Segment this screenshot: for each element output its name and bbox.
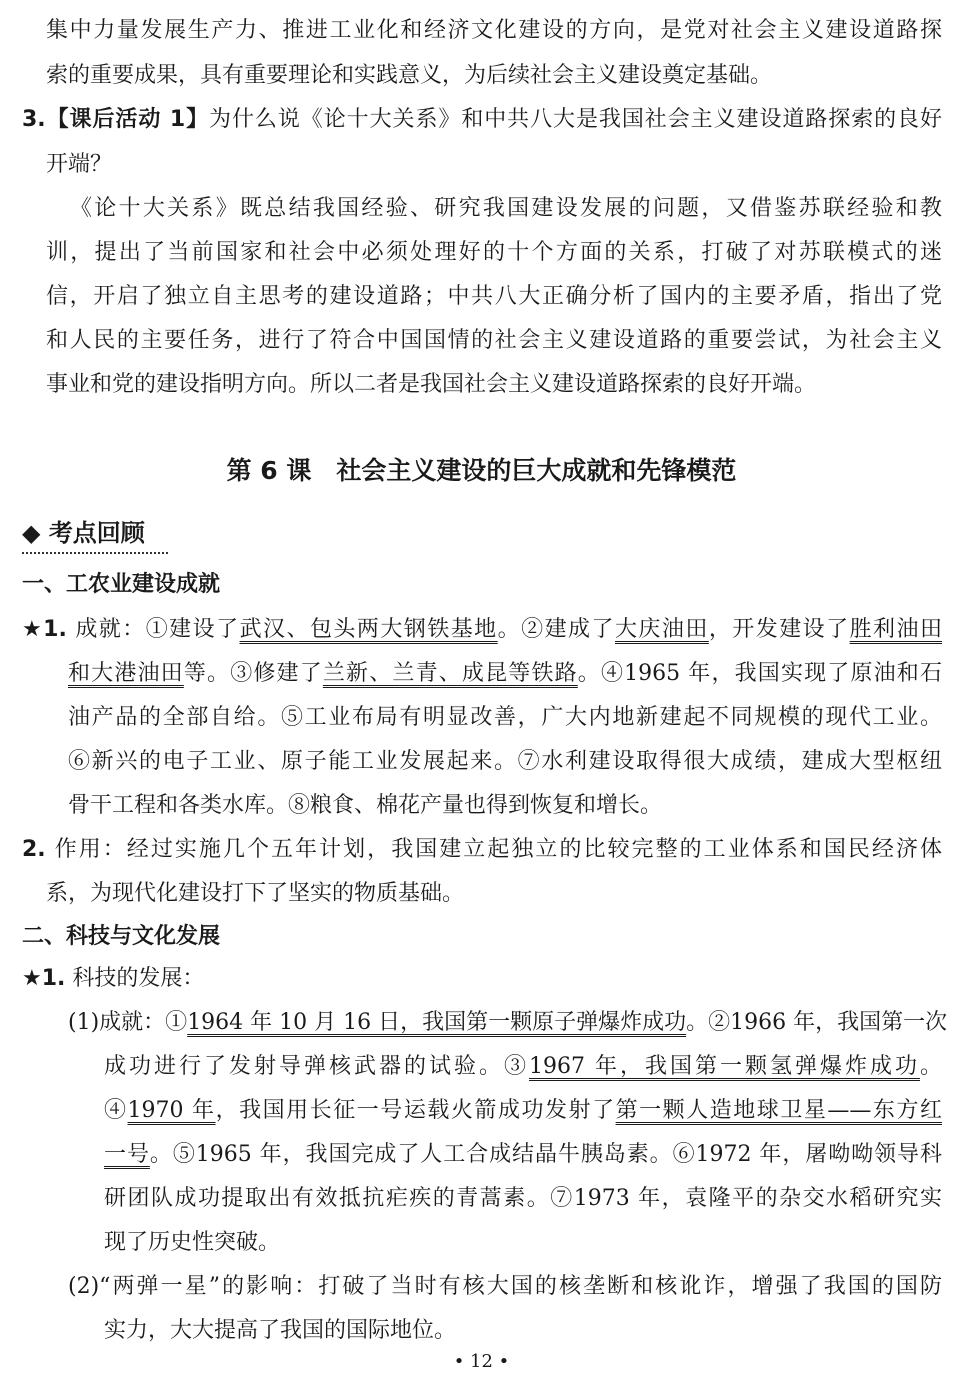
question-number: 3. bbox=[22, 107, 46, 132]
text-run: 等。③修建了 bbox=[183, 661, 323, 686]
item-marker: ★1. bbox=[22, 966, 66, 991]
question-3 bbox=[22, 105, 942, 135]
text-run: ，开发建设了 bbox=[708, 617, 850, 642]
sub-item-line: 现了历史性突破。 bbox=[104, 1230, 281, 1255]
item-line bbox=[22, 835, 942, 865]
text-run: 成就：① bbox=[99, 1010, 188, 1035]
item-line: 油产品的全部自给。⑤工业布局有明显改善，广大内地新建起不同规模的现代工业。 bbox=[68, 705, 942, 730]
item-line bbox=[22, 615, 942, 645]
answer-line: 训，提出了当前国家和社会中必须处理好的十个方面的关系，打破了对苏联模式的迷 bbox=[46, 240, 942, 265]
section-heading: 一、工农业建设成就 bbox=[22, 572, 221, 597]
text-run: ④ bbox=[104, 1098, 128, 1123]
paragraph-line: 索的重要成果，具有重要理论和实践意义，为后续社会主义建设奠定基础。 bbox=[46, 63, 773, 88]
text-run: “两弹一星”的影响：打破了当时有核大国的核垄断和核讹诈，增强了我国的国防 bbox=[99, 1274, 942, 1299]
text-run: 。②建成了 bbox=[497, 617, 615, 642]
key-point: 1964 年 10 月 16 日，我国第一颗原子弹爆炸成功 bbox=[187, 1010, 687, 1035]
key-point: 第一颗人造地球卫星——东方红 bbox=[615, 1098, 942, 1123]
text-run: ，我国用长征一号运载火箭成功发射了 bbox=[215, 1098, 616, 1123]
item-line bbox=[68, 659, 942, 689]
item-marker: 2. bbox=[22, 837, 46, 862]
answer-line: 事业和党的建设指明方向。所以二者是我国社会主义建设道路探索的良好开端。 bbox=[46, 372, 817, 397]
page-number: • 12 • bbox=[453, 1351, 510, 1372]
key-point: 1970 年 bbox=[127, 1098, 216, 1123]
question-text: 为什么说《论十大关系》和中共八大是我国社会主义建设道路探索的良好 bbox=[209, 107, 942, 132]
key-point: 大庆油田 bbox=[614, 617, 709, 642]
review-heading: ◆ 考点回顾 bbox=[22, 519, 145, 547]
item-line: 系，为现代化建设打下了坚实的物质基础。 bbox=[46, 881, 465, 906]
sub-item-line bbox=[68, 1008, 948, 1038]
text-run: 。④1965 年，我国实现了原油和石 bbox=[577, 661, 942, 686]
item-line bbox=[22, 964, 204, 994]
sub-item-marker: (2) bbox=[68, 1274, 100, 1299]
text-run: 科技的发展： bbox=[72, 966, 205, 991]
text-run: 。 bbox=[919, 1054, 942, 1079]
item-marker: ★1. bbox=[22, 617, 67, 642]
key-point: 和大港油田 bbox=[68, 661, 184, 686]
lesson-title: 第 6 课 社会主义建设的巨大成就和先锋模范 bbox=[226, 456, 737, 485]
sub-item-line bbox=[104, 1140, 942, 1170]
answer-line: 信，开启了独立自主思考的建设道路；中共八大正确分析了国内的主要矛盾，指出了党 bbox=[46, 284, 942, 309]
activity-tag: 【课后活动 1】 bbox=[45, 107, 210, 132]
key-point: 兰新、兰青、成昆等铁路 bbox=[322, 661, 578, 686]
text-run: 成就：①建设了 bbox=[75, 617, 240, 642]
section-heading: 二、科技与文化发展 bbox=[22, 924, 221, 949]
sub-item-marker: (1) bbox=[68, 1010, 100, 1035]
key-point: 武汉、包头两大钢铁基地 bbox=[239, 617, 498, 642]
key-point: 一号 bbox=[104, 1142, 150, 1167]
answer-line: 和人民的主要任务，进行了符合中国国情的社会主义建设道路的重要尝试，为社会主义 bbox=[46, 328, 942, 353]
question-text: 开端？ bbox=[46, 152, 113, 177]
paragraph-line: 集中力量发展生产力、推进工业化和经济文化建设的方向，是党对社会主义建设道路探 bbox=[46, 18, 942, 43]
text-run: 。②1966 年，我国第一次 bbox=[686, 1010, 948, 1035]
key-point: 1967 年，我国第一颗氢弹爆炸成功 bbox=[529, 1054, 920, 1079]
answer-line: 《论十大关系》既总结我国经验、研究我国建设发展的问题，又借鉴苏联经验和教 bbox=[70, 196, 942, 221]
key-point: 胜利油田 bbox=[849, 617, 942, 642]
text-run: 。⑤1965 年，我国完成了人工合成结晶牛胰岛素。⑥1972 年，屠呦呦领导科 bbox=[149, 1142, 942, 1167]
sub-item-line: 实力，大大提高了我国的国际地位。 bbox=[104, 1318, 457, 1343]
sub-item-line: 研团队成功提取出有效抵抗疟疾的青蒿素。⑦1973 年，袁隆平的杂交水稻研究实 bbox=[104, 1186, 942, 1211]
text-run: 成功进行了发射导弹核武器的试验。③ bbox=[104, 1054, 529, 1079]
item-line: 骨干工程和各类水库。⑧粮食、棉花产量也得到恢复和增长。 bbox=[68, 793, 663, 818]
item-line: ⑥新兴的电子工业、原子能工业发展起来。⑦水利建设取得很大成绩，建成大型枢纽 bbox=[68, 749, 942, 774]
heading-underline bbox=[22, 552, 168, 554]
text-run: 作用：经过实施几个五年计划，我国建立起独立的比较完整的工业体系和国民经济体 bbox=[54, 837, 942, 862]
sub-item-line bbox=[104, 1052, 942, 1082]
sub-item-line bbox=[104, 1096, 942, 1126]
sub-item-line bbox=[68, 1272, 942, 1302]
